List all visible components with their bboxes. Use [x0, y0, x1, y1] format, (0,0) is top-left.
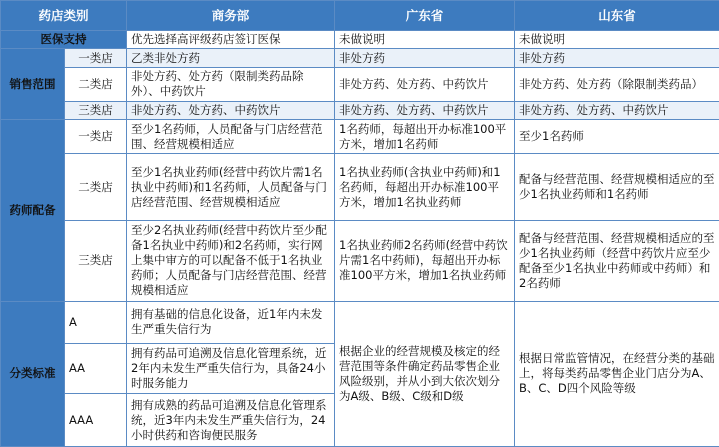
sales-row-2	[1, 67, 719, 101]
sales-tier-3: 三类店	[65, 101, 127, 119]
insurance-shandong: 未做说明	[515, 31, 719, 49]
sales-row-1	[1, 49, 719, 67]
classification-label: 分类标准	[1, 301, 65, 446]
insurance-mofcom: 优先选择高评级药店签订医保	[127, 31, 335, 49]
pharmacist-tier-2: 二类店	[65, 154, 127, 221]
header-row	[1, 1, 719, 31]
sales-shandong-2: 非处方药、处方药（除限制类药品）	[515, 67, 719, 101]
pharmacist-guangdong-2: 1名执业药师(含执业中药师)和1名药师，每超出开办标准100平方米，增加1名执业药师	[335, 154, 515, 221]
pharmacist-guangdong-1: 1名药师，每超出开办标准100平方米，增加1名药师	[335, 120, 515, 154]
pharmacist-shandong-2: 配备与经营范围、经营规模相适应的至少1名执业药师和1名药师	[515, 154, 719, 221]
sales-mofcom-1: 乙类非处方药	[127, 49, 335, 67]
sales-label: 销售范围	[1, 49, 65, 120]
pharmacist-mofcom-3: 至少2名执业药师(经营中药饮片至少配备1名执业中药师)和2名药师，实行网上集中审方的可以配备不低于1名执业药师；人员配备与门店经营范围、经营规模相适应	[127, 220, 335, 301]
header-mofcom: 商务部	[127, 1, 335, 31]
sales-guangdong-3: 非处方药、处方药、中药饮片	[335, 101, 515, 119]
sales-shandong-3: 非处方药、处方药、中药饮片	[515, 101, 719, 119]
pharmacist-guangdong-3: 1名执业药师2名药师(经营中药饮片需1名中药师)，每超出开办标准100平方米，增加1名执业药师	[335, 220, 515, 301]
classification-mofcom-3: 拥有成熟的药品可追溯及信息化管理系统，近3年内未发生严重失信行为，24小时供药和咨询便民服务	[127, 394, 335, 447]
classification-tier-2: AA	[65, 344, 127, 394]
pharmacist-tier-3: 三类店	[65, 220, 127, 301]
sales-shandong-1: 非处方药	[515, 49, 719, 67]
insurance-row	[1, 31, 719, 49]
pharmacist-tier-1: 一类店	[65, 120, 127, 154]
sales-tier-2: 二类店	[65, 67, 127, 101]
pharmacist-row-2	[1, 154, 719, 221]
pharmacist-row-3	[1, 220, 719, 301]
classification-mofcom-2: 拥有药品可追溯及信息化管理系统，近2年内未发生严重失信行为，具备24小时服务能力	[127, 344, 335, 394]
pharmacist-shandong-1: 至少1名药师	[515, 120, 719, 154]
header-guangdong: 广东省	[335, 1, 515, 31]
sales-mofcom-2: 非处方药、处方药（限制类药品除外）、中药饮片	[127, 67, 335, 101]
classification-mofcom-1: 拥有基础的信息化设备，近1年内未发生严重失信行为	[127, 301, 335, 343]
insurance-label: 医保支持	[1, 31, 127, 49]
classification-guangdong: 根据企业的经营规模及核定的经营范围等条件确定药品零售企业风险级别，并从小到大依次划分为A级、B级、C级和D级	[335, 301, 515, 446]
classification-tier-1: A	[65, 301, 127, 343]
classification-tier-3: AAA	[65, 394, 127, 447]
sales-row-3	[1, 101, 719, 119]
pharmacist-mofcom-2: 至少1名执业药师(经营中药饮片需1名执业中药师)和1名药师，人员配备与门店经营范围、经营规模相适应	[127, 154, 335, 221]
sales-guangdong-2: 非处方药、处方药、中药饮片	[335, 67, 515, 101]
insurance-guangdong: 未做说明	[335, 31, 515, 49]
pharmacist-row-1	[1, 120, 719, 154]
sales-tier-1: 一类店	[65, 49, 127, 67]
classification-shandong: 根据日常监管情况，在经营分类的基础上，将每类药品零售企业门店分为A、B、C、D四个风险等级	[515, 301, 719, 446]
pharmacist-shandong-3: 配备与经营范围、经营规模相适应的至少1名执业药师（经营中药饮片应至少配备至少1名执业中药师或中药师）和2名药师	[515, 220, 719, 301]
pharmacist-label: 药师配备	[1, 120, 65, 302]
classification-row-1	[1, 301, 719, 343]
header-category: 药店类别	[1, 1, 127, 31]
sales-mofcom-3: 非处方药、处方药、中药饮片	[127, 101, 335, 119]
header-shandong: 山东省	[515, 1, 719, 31]
pharmacist-mofcom-1: 至少1名药师，人员配备与门店经营范围、经营规模相适应	[127, 120, 335, 154]
sales-guangdong-1: 非处方药	[335, 49, 515, 67]
